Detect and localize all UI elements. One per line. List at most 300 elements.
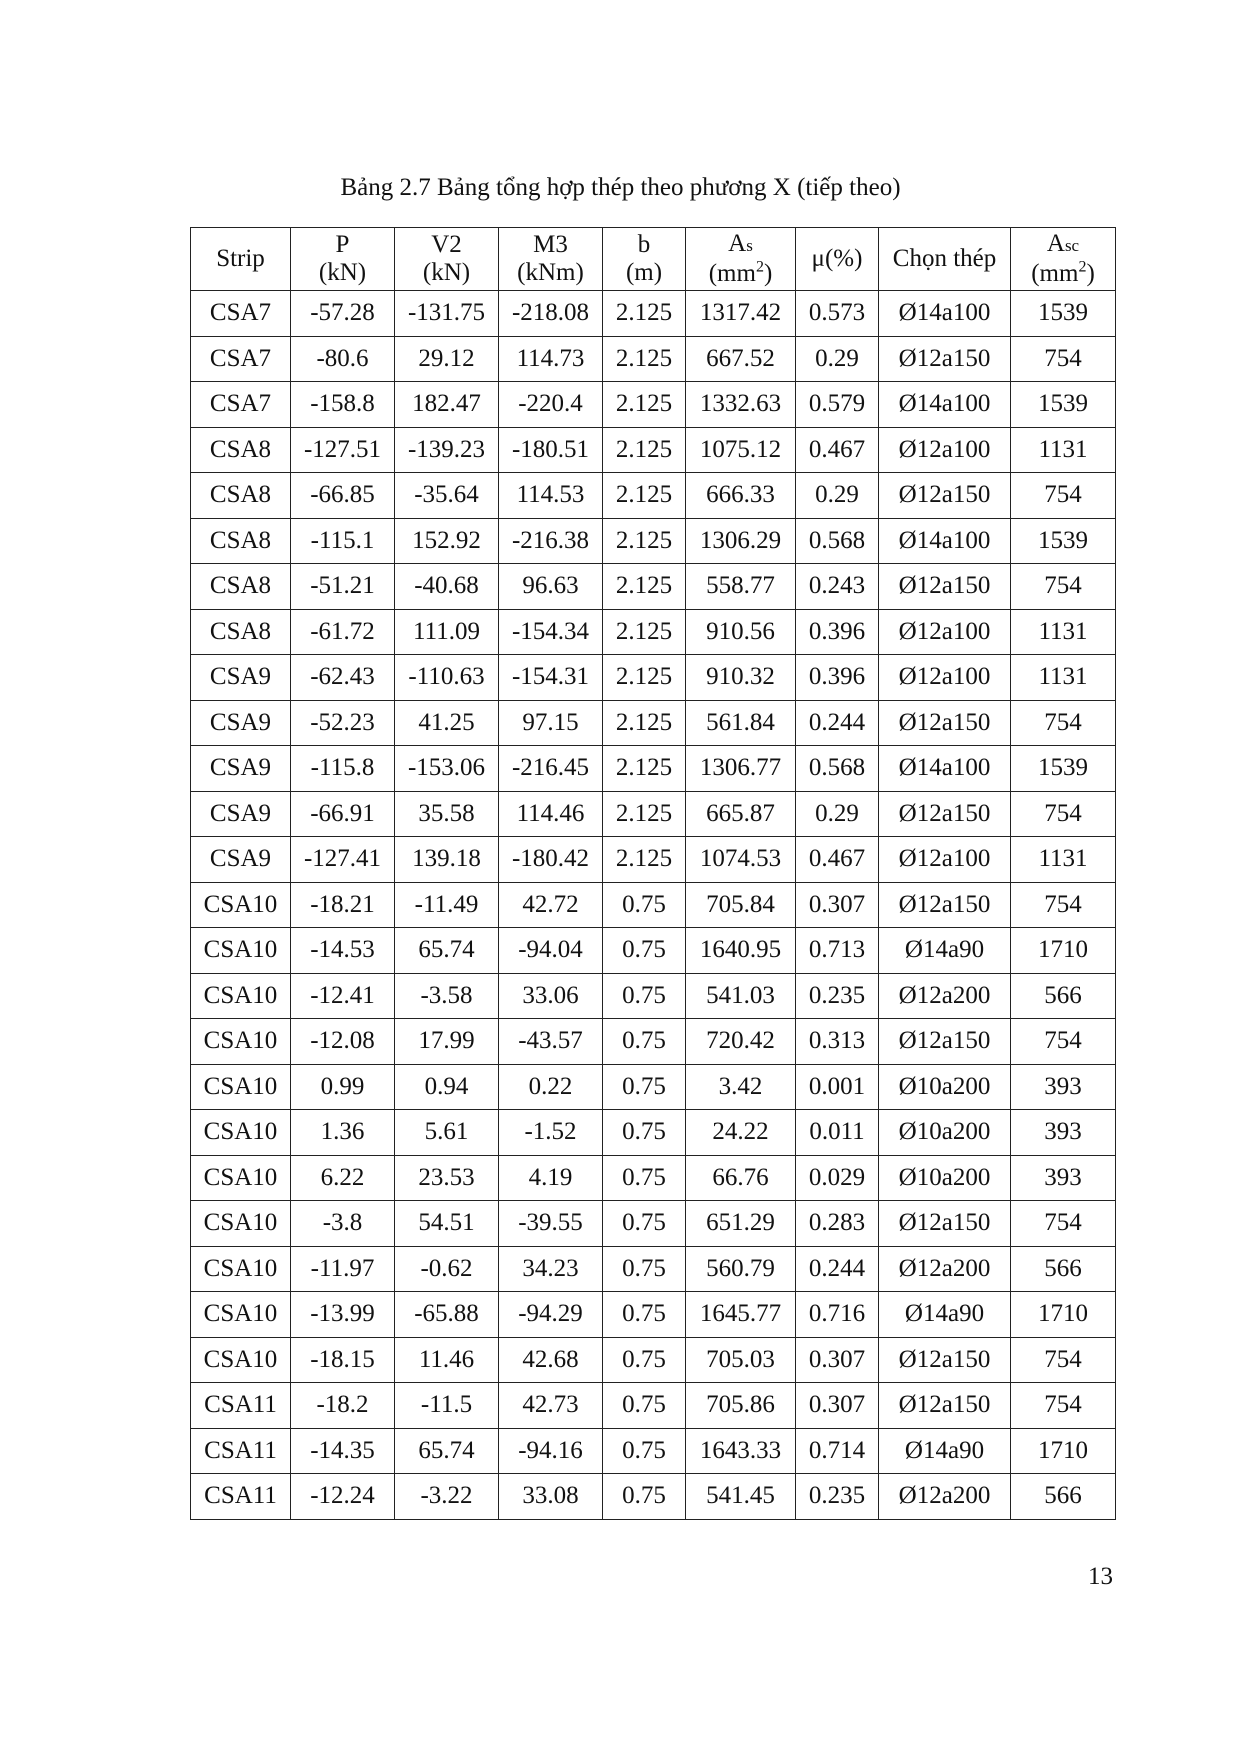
- header-as-unit-sup: 2: [755, 258, 764, 276]
- cell-as: 541.03: [686, 973, 796, 1019]
- cell-mu: 0.396: [796, 609, 879, 655]
- cell-mu: 0.29: [796, 473, 879, 519]
- table-row: [191, 1292, 1116, 1338]
- cell-strip: CSA8: [191, 564, 291, 610]
- cell-strip: CSA8: [191, 609, 291, 655]
- cell-b: 0.75: [603, 1155, 686, 1201]
- cell-asc: 1710: [1011, 1428, 1116, 1474]
- cell-p: -158.8: [291, 382, 395, 428]
- cell-as: 651.29: [686, 1201, 796, 1247]
- cell-chon-thep: Ø10a200: [879, 1110, 1011, 1156]
- cell-b: 2.125: [603, 609, 686, 655]
- cell-v2: -3.58: [395, 973, 499, 1019]
- cell-mu: 0.568: [796, 746, 879, 792]
- cell-p: -62.43: [291, 655, 395, 701]
- cell-mu: 0.713: [796, 928, 879, 974]
- cell-strip: CSA10: [191, 882, 291, 928]
- cell-strip: CSA7: [191, 382, 291, 428]
- cell-as: 705.03: [686, 1337, 796, 1383]
- cell-strip: CSA8: [191, 518, 291, 564]
- header-v2-symbol: V2: [431, 231, 462, 258]
- cell-p: -66.91: [291, 791, 395, 837]
- cell-mu: 0.011: [796, 1110, 879, 1156]
- cell-chon-thep: Ø12a150: [879, 700, 1011, 746]
- cell-asc: 1539: [1011, 291, 1116, 337]
- cell-chon-thep: Ø12a150: [879, 1201, 1011, 1247]
- cell-p: -13.99: [291, 1292, 395, 1338]
- cell-strip: CSA10: [191, 1292, 291, 1338]
- cell-v2: -40.68: [395, 564, 499, 610]
- cell-asc: 754: [1011, 1337, 1116, 1383]
- table-row: [191, 1337, 1116, 1383]
- cell-m3: -180.51: [499, 427, 603, 473]
- header-asc-subscript: sc: [1064, 236, 1080, 255]
- cell-as: 705.86: [686, 1383, 796, 1429]
- cell-chon-thep: Ø10a200: [879, 1155, 1011, 1201]
- cell-as: 666.33: [686, 473, 796, 519]
- cell-m3: 42.68: [499, 1337, 603, 1383]
- cell-b: 2.125: [603, 791, 686, 837]
- cell-m3: -94.29: [499, 1292, 603, 1338]
- cell-as: 1074.53: [686, 837, 796, 883]
- header-m3: [499, 228, 603, 291]
- table-row: [191, 382, 1116, 428]
- cell-b: 2.125: [603, 746, 686, 792]
- cell-chon-thep: Ø10a200: [879, 1064, 1011, 1110]
- cell-asc: 754: [1011, 700, 1116, 746]
- cell-p: -57.28: [291, 291, 395, 337]
- header-asc: [1011, 228, 1116, 291]
- cell-asc: 566: [1011, 973, 1116, 1019]
- cell-v2: 5.61: [395, 1110, 499, 1156]
- cell-asc: 1539: [1011, 746, 1116, 792]
- cell-asc: 1131: [1011, 609, 1116, 655]
- cell-chon-thep: Ø12a150: [879, 336, 1011, 382]
- cell-chon-thep: Ø12a200: [879, 973, 1011, 1019]
- cell-v2: 35.58: [395, 791, 499, 837]
- page-number: 13: [1088, 1563, 1113, 1590]
- cell-v2: -3.22: [395, 1474, 499, 1520]
- cell-asc: 1710: [1011, 1292, 1116, 1338]
- cell-m3: 114.46: [499, 791, 603, 837]
- table-row: [191, 1428, 1116, 1474]
- cell-chon-thep: Ø14a100: [879, 382, 1011, 428]
- cell-strip: CSA10: [191, 1155, 291, 1201]
- cell-chon-thep: Ø14a90: [879, 1292, 1011, 1338]
- cell-b: 0.75: [603, 1019, 686, 1065]
- cell-asc: 754: [1011, 791, 1116, 837]
- header-p: [291, 228, 395, 291]
- cell-strip: CSA10: [191, 973, 291, 1019]
- cell-asc: 754: [1011, 882, 1116, 928]
- cell-p: 0.99: [291, 1064, 395, 1110]
- cell-asc: 1131: [1011, 655, 1116, 701]
- table-row: [191, 746, 1116, 792]
- cell-b: 0.75: [603, 1201, 686, 1247]
- cell-asc: 393: [1011, 1155, 1116, 1201]
- cell-as: 910.32: [686, 655, 796, 701]
- table-row: [191, 928, 1116, 974]
- table-row: [191, 1246, 1116, 1292]
- cell-as: 1332.63: [686, 382, 796, 428]
- cell-as: 560.79: [686, 1246, 796, 1292]
- cell-strip: CSA9: [191, 746, 291, 792]
- cell-mu: 0.573: [796, 291, 879, 337]
- cell-v2: 54.51: [395, 1201, 499, 1247]
- header-as-unit-post: ): [763, 260, 773, 287]
- cell-v2: 17.99: [395, 1019, 499, 1065]
- cell-m3: 0.22: [499, 1064, 603, 1110]
- table-row: [191, 1474, 1116, 1520]
- table-row: [191, 564, 1116, 610]
- cell-p: -80.6: [291, 336, 395, 382]
- cell-m3: 42.72: [499, 882, 603, 928]
- cell-b: 2.125: [603, 336, 686, 382]
- header-asc-symbol: [1011, 230, 1115, 260]
- cell-p: -14.53: [291, 928, 395, 974]
- cell-b: 0.75: [603, 1292, 686, 1338]
- cell-mu: 0.235: [796, 973, 879, 1019]
- header-as: [686, 228, 796, 291]
- cell-b: 0.75: [603, 928, 686, 974]
- cell-v2: 152.92: [395, 518, 499, 564]
- cell-p: -18.15: [291, 1337, 395, 1383]
- steel-summary-table: [190, 227, 1116, 1520]
- cell-strip: CSA11: [191, 1474, 291, 1520]
- cell-strip: CSA8: [191, 427, 291, 473]
- cell-m3: -39.55: [499, 1201, 603, 1247]
- cell-as: 3.42: [686, 1064, 796, 1110]
- cell-p: 1.36: [291, 1110, 395, 1156]
- header-mu: μ(%): [796, 228, 879, 291]
- cell-p: -12.24: [291, 1474, 395, 1520]
- cell-v2: -65.88: [395, 1292, 499, 1338]
- cell-mu: 0.568: [796, 518, 879, 564]
- cell-v2: 65.74: [395, 928, 499, 974]
- header-b-unit: (m): [625, 259, 663, 286]
- cell-chon-thep: Ø14a100: [879, 746, 1011, 792]
- header-asc-unit-pre: (mm: [1031, 260, 1079, 287]
- cell-as: 66.76: [686, 1155, 796, 1201]
- cell-as: 541.45: [686, 1474, 796, 1520]
- cell-v2: 23.53: [395, 1155, 499, 1201]
- cell-as: 1306.77: [686, 746, 796, 792]
- cell-mu: 0.307: [796, 1337, 879, 1383]
- cell-v2: 29.12: [395, 336, 499, 382]
- cell-strip: CSA10: [191, 1110, 291, 1156]
- cell-as: 705.84: [686, 882, 796, 928]
- table-row: [191, 1019, 1116, 1065]
- cell-v2: 0.94: [395, 1064, 499, 1110]
- cell-as: 561.84: [686, 700, 796, 746]
- cell-strip: CSA10: [191, 1064, 291, 1110]
- header-strip: Strip: [191, 228, 291, 291]
- cell-p: -115.8: [291, 746, 395, 792]
- cell-chon-thep: Ø12a200: [879, 1246, 1011, 1292]
- cell-as: 558.77: [686, 564, 796, 610]
- cell-p: 6.22: [291, 1155, 395, 1201]
- cell-mu: 0.467: [796, 427, 879, 473]
- cell-asc: 1539: [1011, 518, 1116, 564]
- table-row: [191, 1383, 1116, 1429]
- cell-asc: 1131: [1011, 837, 1116, 883]
- cell-m3: -180.42: [499, 837, 603, 883]
- table-row: [191, 609, 1116, 655]
- cell-asc: 754: [1011, 1201, 1116, 1247]
- cell-v2: -110.63: [395, 655, 499, 701]
- cell-v2: -11.49: [395, 882, 499, 928]
- cell-v2: 11.46: [395, 1337, 499, 1383]
- cell-strip: CSA10: [191, 1246, 291, 1292]
- header-p-unit: (kN): [318, 259, 367, 286]
- cell-strip: CSA10: [191, 1019, 291, 1065]
- header-b-symbol: b: [637, 231, 651, 258]
- cell-m3: -216.45: [499, 746, 603, 792]
- table-row: [191, 973, 1116, 1019]
- cell-chon-thep: Ø12a150: [879, 564, 1011, 610]
- cell-chon-thep: Ø12a150: [879, 882, 1011, 928]
- table-row: [191, 700, 1116, 746]
- cell-p: -52.23: [291, 700, 395, 746]
- cell-m3: 33.06: [499, 973, 603, 1019]
- cell-chon-thep: Ø12a150: [879, 1019, 1011, 1065]
- cell-m3: 114.73: [499, 336, 603, 382]
- cell-asc: 754: [1011, 1383, 1116, 1429]
- cell-b: 2.125: [603, 473, 686, 519]
- cell-asc: 1710: [1011, 928, 1116, 974]
- cell-m3: -216.38: [499, 518, 603, 564]
- table-row: [191, 473, 1116, 519]
- cell-b: 0.75: [603, 973, 686, 1019]
- cell-chon-thep: Ø14a90: [879, 1428, 1011, 1474]
- cell-mu: 0.467: [796, 837, 879, 883]
- cell-p: -66.85: [291, 473, 395, 519]
- cell-as: 1645.77: [686, 1292, 796, 1338]
- cell-asc: 1131: [1011, 427, 1116, 473]
- cell-as: 665.87: [686, 791, 796, 837]
- cell-chon-thep: Ø12a100: [879, 609, 1011, 655]
- cell-asc: 393: [1011, 1110, 1116, 1156]
- cell-v2: 139.18: [395, 837, 499, 883]
- cell-as: 667.52: [686, 336, 796, 382]
- header-asc-unit-sup: 2: [1078, 258, 1087, 276]
- cell-b: 0.75: [603, 882, 686, 928]
- cell-chon-thep: Ø14a100: [879, 518, 1011, 564]
- table-caption: Bảng 2.7 Bảng tổng hợp thép theo phương X (tiếp theo): [340, 174, 901, 201]
- cell-asc: 754: [1011, 564, 1116, 610]
- table-row: [191, 837, 1116, 883]
- cell-asc: 754: [1011, 473, 1116, 519]
- cell-m3: -94.04: [499, 928, 603, 974]
- cell-v2: 111.09: [395, 609, 499, 655]
- cell-m3: 97.15: [499, 700, 603, 746]
- cell-b: 0.75: [603, 1474, 686, 1520]
- cell-m3: -218.08: [499, 291, 603, 337]
- cell-v2: -0.62: [395, 1246, 499, 1292]
- header-m3-symbol: M3: [533, 231, 568, 258]
- header-v2-unit: (kN): [422, 259, 471, 286]
- cell-p: -3.8: [291, 1201, 395, 1247]
- cell-strip: CSA7: [191, 291, 291, 337]
- cell-strip: CSA10: [191, 928, 291, 974]
- cell-asc: 393: [1011, 1064, 1116, 1110]
- header-row: [191, 228, 1116, 291]
- cell-v2: -131.75: [395, 291, 499, 337]
- header-as-letter: A: [728, 230, 747, 257]
- cell-asc: 1539: [1011, 382, 1116, 428]
- header-m3-unit: (kNm): [517, 259, 584, 286]
- cell-m3: 33.08: [499, 1474, 603, 1520]
- cell-mu: 0.244: [796, 1246, 879, 1292]
- cell-b: 2.125: [603, 291, 686, 337]
- cell-asc: 754: [1011, 336, 1116, 382]
- header-as-subscript: s: [746, 236, 753, 255]
- cell-m3: 4.19: [499, 1155, 603, 1201]
- cell-p: -127.51: [291, 427, 395, 473]
- header-asc-letter: A: [1046, 230, 1065, 257]
- cell-m3: 42.73: [499, 1383, 603, 1429]
- cell-as: 1317.42: [686, 291, 796, 337]
- cell-as: 1306.29: [686, 518, 796, 564]
- cell-chon-thep: Ø12a100: [879, 837, 1011, 883]
- cell-b: 2.125: [603, 518, 686, 564]
- cell-strip: CSA10: [191, 1337, 291, 1383]
- cell-asc: 566: [1011, 1246, 1116, 1292]
- cell-b: 2.125: [603, 700, 686, 746]
- cell-b: 2.125: [603, 564, 686, 610]
- table-row: [191, 1110, 1116, 1156]
- cell-strip: CSA9: [191, 655, 291, 701]
- table-row: [191, 1155, 1116, 1201]
- cell-strip: CSA9: [191, 837, 291, 883]
- header-as-unit-pre: (mm: [708, 260, 756, 287]
- cell-p: -115.1: [291, 518, 395, 564]
- cell-mu: 0.396: [796, 655, 879, 701]
- cell-v2: 41.25: [395, 700, 499, 746]
- header-v2: [395, 228, 499, 291]
- cell-p: -12.41: [291, 973, 395, 1019]
- cell-chon-thep: Ø12a150: [879, 1383, 1011, 1429]
- cell-asc: 566: [1011, 1474, 1116, 1520]
- table-row: [191, 655, 1116, 701]
- cell-mu: 0.307: [796, 1383, 879, 1429]
- cell-p: -127.41: [291, 837, 395, 883]
- table-row: [191, 427, 1116, 473]
- cell-m3: -1.52: [499, 1110, 603, 1156]
- cell-chon-thep: Ø12a150: [879, 1337, 1011, 1383]
- header-chon-thep: Chọn thép: [879, 228, 1011, 291]
- cell-m3: 96.63: [499, 564, 603, 610]
- cell-as: 1075.12: [686, 427, 796, 473]
- header-b: [603, 228, 686, 291]
- cell-as: 1643.33: [686, 1428, 796, 1474]
- cell-mu: 0.714: [796, 1428, 879, 1474]
- cell-b: 2.125: [603, 427, 686, 473]
- header-as-symbol: [686, 230, 795, 260]
- header-asc-unit-post: ): [1086, 260, 1095, 287]
- cell-mu: 0.579: [796, 382, 879, 428]
- cell-mu: 0.716: [796, 1292, 879, 1338]
- cell-chon-thep: Ø12a150: [879, 791, 1011, 837]
- cell-mu: 0.235: [796, 1474, 879, 1520]
- cell-b: 2.125: [603, 382, 686, 428]
- cell-as: 720.42: [686, 1019, 796, 1065]
- cell-p: -61.72: [291, 609, 395, 655]
- cell-m3: 34.23: [499, 1246, 603, 1292]
- cell-m3: -154.34: [499, 609, 603, 655]
- cell-strip: CSA7: [191, 336, 291, 382]
- table-row: [191, 291, 1116, 337]
- header-p-symbol: P: [335, 231, 350, 258]
- cell-strip: CSA8: [191, 473, 291, 519]
- table-row: [191, 882, 1116, 928]
- cell-asc: 754: [1011, 1019, 1116, 1065]
- cell-p: -18.2: [291, 1383, 395, 1429]
- table-body: [191, 291, 1116, 1520]
- cell-strip: CSA11: [191, 1383, 291, 1429]
- cell-strip: CSA11: [191, 1428, 291, 1474]
- cell-mu: 0.243: [796, 564, 879, 610]
- cell-strip: CSA9: [191, 700, 291, 746]
- table-row: [191, 1201, 1116, 1247]
- cell-b: 0.75: [603, 1064, 686, 1110]
- cell-mu: 0.29: [796, 336, 879, 382]
- cell-chon-thep: Ø14a90: [879, 928, 1011, 974]
- cell-chon-thep: Ø12a150: [879, 473, 1011, 519]
- cell-p: -18.21: [291, 882, 395, 928]
- cell-v2: 65.74: [395, 1428, 499, 1474]
- cell-v2: -35.64: [395, 473, 499, 519]
- cell-as: 1640.95: [686, 928, 796, 974]
- cell-mu: 0.283: [796, 1201, 879, 1247]
- cell-b: 0.75: [603, 1383, 686, 1429]
- table-row: [191, 518, 1116, 564]
- cell-p: -51.21: [291, 564, 395, 610]
- cell-v2: -139.23: [395, 427, 499, 473]
- header-as-unit: [686, 260, 795, 288]
- cell-chon-thep: Ø12a100: [879, 427, 1011, 473]
- table-row: [191, 336, 1116, 382]
- table-row: [191, 1064, 1116, 1110]
- cell-m3: 114.53: [499, 473, 603, 519]
- header-asc-unit: [1011, 260, 1115, 288]
- cell-p: -11.97: [291, 1246, 395, 1292]
- cell-mu: 0.029: [796, 1155, 879, 1201]
- cell-mu: 0.244: [796, 700, 879, 746]
- cell-chon-thep: Ø12a200: [879, 1474, 1011, 1520]
- cell-chon-thep: Ø14a100: [879, 291, 1011, 337]
- cell-m3: -154.31: [499, 655, 603, 701]
- cell-m3: -43.57: [499, 1019, 603, 1065]
- cell-v2: -11.5: [395, 1383, 499, 1429]
- cell-b: 0.75: [603, 1428, 686, 1474]
- cell-chon-thep: Ø12a100: [879, 655, 1011, 701]
- cell-v2: -153.06: [395, 746, 499, 792]
- cell-p: -12.08: [291, 1019, 395, 1065]
- cell-b: 0.75: [603, 1246, 686, 1292]
- cell-b: 0.75: [603, 1110, 686, 1156]
- table-row: [191, 791, 1116, 837]
- cell-v2: 182.47: [395, 382, 499, 428]
- cell-b: 2.125: [603, 837, 686, 883]
- cell-as: 24.22: [686, 1110, 796, 1156]
- cell-as: 910.56: [686, 609, 796, 655]
- cell-b: 0.75: [603, 1337, 686, 1383]
- cell-m3: -220.4: [499, 382, 603, 428]
- cell-mu: 0.001: [796, 1064, 879, 1110]
- cell-p: -14.35: [291, 1428, 395, 1474]
- cell-mu: 0.29: [796, 791, 879, 837]
